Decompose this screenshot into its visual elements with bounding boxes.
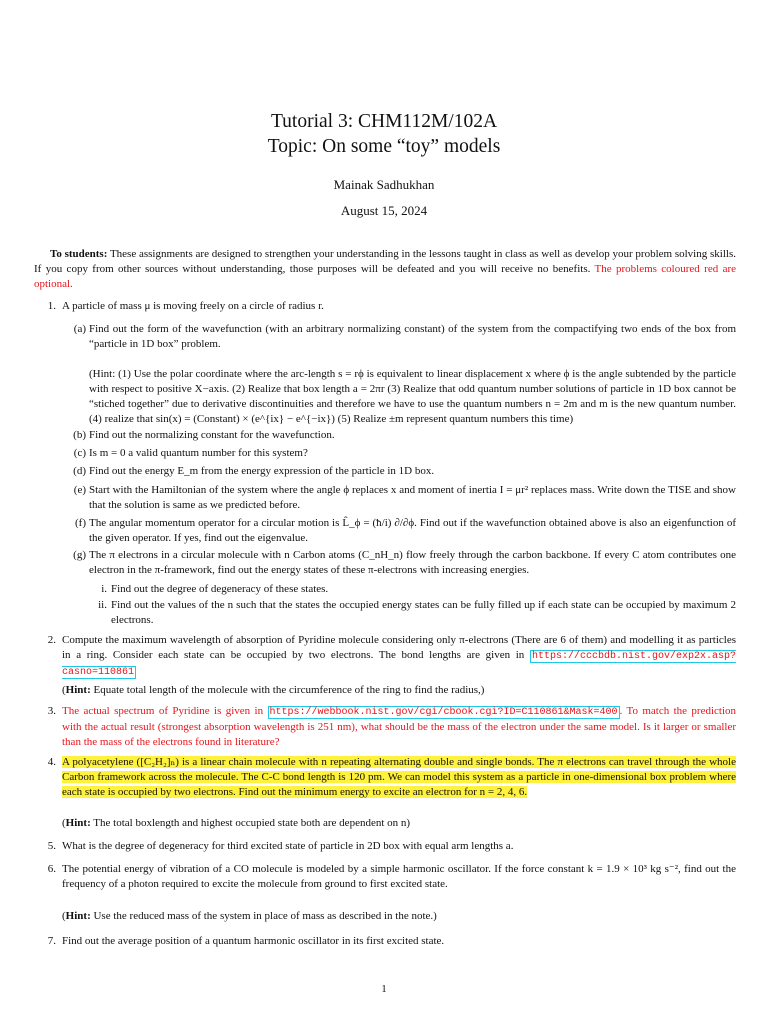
q1e-label: (e): [73, 484, 86, 496]
date: August 15, 2024: [340, 203, 428, 218]
intro-optional-note: The problems coloured red are optional.: [34, 263, 736, 290]
q1b-label: (b): [73, 429, 86, 441]
intro-text: These assignments are designed to strengthen your understanding in the lessons taught in class as well as develop your problem solving skills. If you copy from other sources without understanding, those purposes will be defeated and you will receive no benefits.: [34, 248, 736, 275]
q1-number: 1.: [47, 300, 56, 312]
q6-text: The potential energy of vibration of a CO molecule is modeled by a simple harmonic oscillator. If the force constant k = 1.9 × 10³ kg s⁻², find out the frequency of a photon required to excite the molecule from ground to first excited state.: [62, 863, 736, 890]
q1g-i-text: Find out the degree of degeneracy of these states.: [111, 583, 329, 595]
q2-body: Compute the maximum wavelength of absorption of Pyridine molecule considering only π-electrons (There are 6 of them) and modelling it as particles in a ring. Consider each state can be occupied by two electrons. The bond lengths are given in: [62, 634, 736, 661]
q1b-text: Find out the normalizing constant for the wavefunction.: [89, 429, 335, 441]
q2-text: [62, 633, 736, 680]
q1g-label: (g): [73, 549, 86, 561]
q4-number: 4.: [47, 756, 56, 768]
q1a-text: Find out the form of the wavefunction (with an arbitrary normalizing constant) of the system from the compactifying two ends of the box from “particle in 1D box” problem.: [89, 323, 736, 350]
q6-number: 6.: [47, 863, 56, 875]
intro-label: To students:: [50, 248, 108, 260]
q1-text: A particle of mass μ is moving freely on a circle of radius r.: [62, 300, 324, 312]
q5-text: What is the degree of degeneracy for third excited state of particle in 2D box with equal arm lengths a.: [62, 840, 514, 852]
q1d-text: Find out the energy E_m from the energy expression of the particle in 1D box.: [89, 465, 435, 477]
q2-number: 2.: [47, 634, 56, 646]
q1g-text: The π electrons in a circular molecule with n Carbon atoms (C_nH_n) flow freely through the carbon backbone. If every C atom contributes one electron in the π-framework, find out the energy states of these π-electrons with increasing energies.: [89, 549, 736, 576]
q7-text: Find out the average position of a quantum harmonic oscillator in its first excited state.: [62, 935, 445, 947]
q7-number: 7.: [47, 935, 56, 947]
intro-paragraph: [34, 247, 736, 292]
q1g-ii-label: ii.: [98, 599, 107, 611]
q2-hint: (Hint: Equate total length of the molecule with the circumference of the ring to find the radius,): [62, 684, 485, 696]
q6-hint: (Hint: Use the reduced mass of the system in place of mass as described in the note.): [62, 910, 437, 922]
q1d-label: (d): [73, 465, 86, 477]
q5-number: 5.: [47, 840, 56, 852]
q1c-label: (c): [73, 447, 86, 459]
q1f-label: (f): [75, 517, 86, 529]
q1g-ii-text: Find out the values of the n such that the states the occupied energy states can be fully filled up if each state can be occupied by maximum 2 electrons.: [111, 599, 736, 626]
q1e-text: Start with the Hamiltonian of the system where the angle ϕ replaces x and moment of inertia I = μr² replaces mass. Write down the TISE and show that the solution is same as we predicted before.: [89, 484, 736, 511]
q4-text: [62, 755, 736, 800]
page-number: 1: [381, 983, 387, 995]
q4-hint: (Hint: The total boxlength and highest occupied state both are dependent on n): [62, 817, 411, 829]
q1c-text: Is m = 0 a valid quantum number for this system?: [89, 447, 308, 459]
q1-hint: (Hint: (1) Use the polar coordinate where the arc-length s = rϕ is equivalent to linear displacement x where ϕ is the angle subtended by the particle with respect to positive X−axis. (2) Realize that box length a = 2πr (3) Realize that odd quantum number solutions of particle in 1D box cannot be “stiched together” due to derivative discontinuities and therefore we have to use the quantum numbers n = 2m and m is the new quantum number.(4) realize that sin(x) = (Constant) × (e^{ix} − e^{−ix}) (5) Realize ±m represent quantum numbers this time): [89, 368, 736, 425]
author: Mainak Sadhukhan: [333, 177, 435, 192]
title-line-1: Tutorial 3: CHM112M/102A: [270, 111, 498, 132]
q3-link[interactable]: https://webbook.nist.gov/cgi/cbook.cgi?ID=C110861&Mask=400: [269, 707, 618, 718]
q1f-text: The angular momentum operator for a circular motion is L̂_ϕ = (ħ/i) ∂/∂ϕ. Find out if the wavefunction obtained above is also an eigenfunction of the given operator. If yes, find out the eigenvalue.: [89, 517, 736, 544]
q2-link[interactable]: https://cccbdb.nist.gov/exp2x.asp?casno=110861: [62, 651, 736, 678]
q1g-i-label: i.: [101, 583, 107, 595]
q3-text: The actual spectrum of Pyridine is given in https://webbook.nist.gov/cgi/cbook.cgi?ID=C110861&Mask=400 . To match the prediction with the actual result (strongest absorption wavelength is 251 nm), what should be the mass of the electron under the same model. Is it larger or smaller than the mass of the electrons found in literature?: [62, 705, 736, 748]
q1a-label: (a): [73, 323, 86, 335]
title-line-2: Topic: On some “toy” models: [267, 136, 501, 157]
q3-number: 3.: [47, 705, 56, 717]
q4-highlighted-text: A polyacetylene ([C₂H₂]ₙ) is a linear chain molecule with n repeating alternating double and single bonds. The π electrons can travel through the whole Carbon framework across the molecule. The C-C bond length is 120 pm. We can model this system as a particle in one-dimensional box problem where each state is occupied by two electrons. Find out the minimum energy to excite an electron for n = 2, 4, 6.: [62, 756, 736, 798]
